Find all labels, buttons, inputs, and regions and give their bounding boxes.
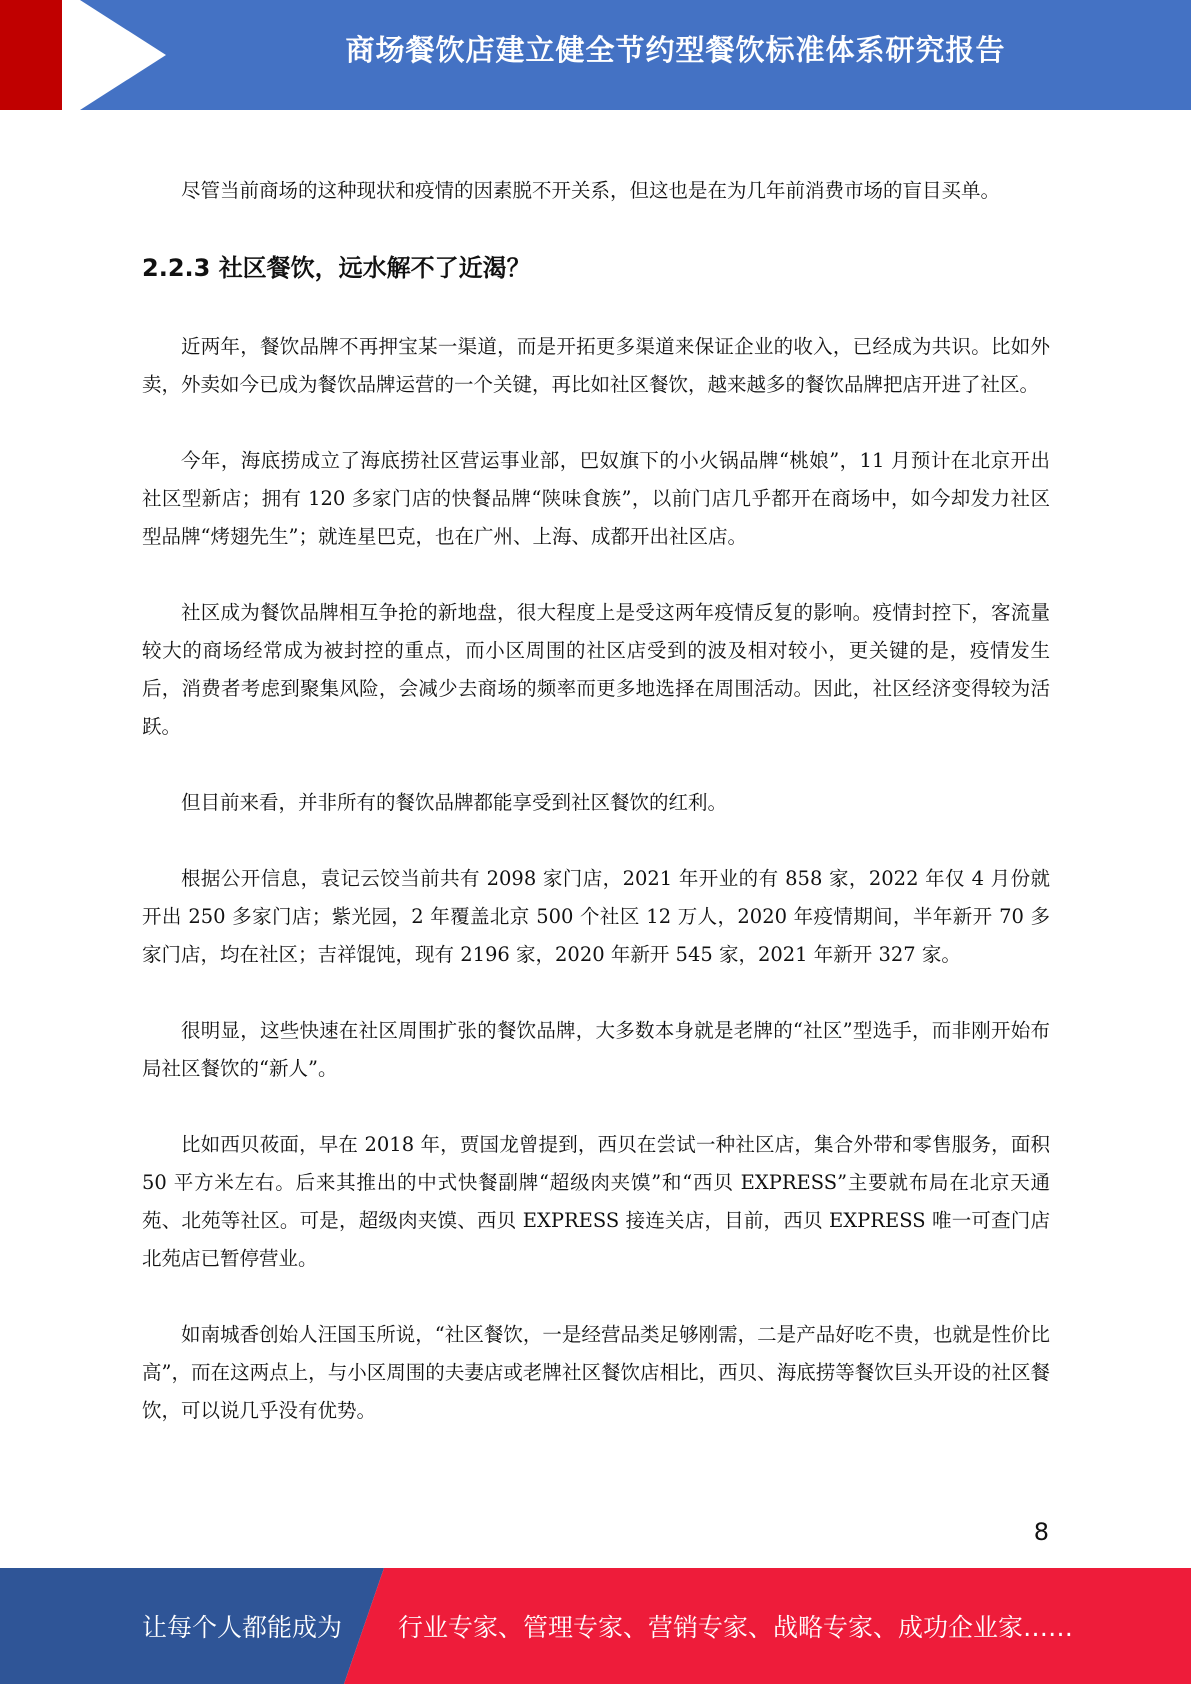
- paragraph: 比如西贝莜面，早在 2018 年，贾国龙曾提到，西贝在尝试一种社区店，集合外带和零售服务，面积 50 平方米左右。后来其推出的中式快餐副牌“超级肉夹馍”和“西贝 EXPRESS”主要就布局在北京天通苑、北苑等社区。可是，超级肉夹馍、西贝 EXPRESS 接连关店，目前，西贝 EXPRESS 唯一可查门店北苑店已暂停营业。: [142, 1133, 1050, 1270]
- header-title: 商场餐饮店建立健全节约型餐饮标准体系研究报告: [345, 33, 1006, 67]
- footer-slogan-left: 让每个人都能成为: [142, 1613, 343, 1642]
- page-footer: [0, 1568, 1191, 1684]
- paragraph: 尽管当前商场的这种现状和疫情的因素脱不开关系，但这也是在为几年前消费市场的盲目买单。: [181, 179, 1001, 202]
- paragraph: 但目前来看，并非所有的餐饮品牌都能享受到社区餐饮的红利。: [181, 791, 728, 814]
- paragraph: 近两年，餐饮品牌不再押宝某一渠道，而是开拓更多渠道来保证企业的收入，已经成为共识。比如外卖，外卖如今已成为餐饮品牌运营的一个关键，再比如社区餐饮，越来越多的餐饮品牌把店开进了社区。: [142, 335, 1050, 396]
- paragraph: 社区成为餐饮品牌相互争抢的新地盘，很大程度上是受这两年疫情反复的影响。疫情封控下，客流量较大的商场经常成为被封控的重点，而小区周围的社区店受到的波及相对较小，更关键的是，疫情发生后，消费者考虑到聚集风险，会减少去商场的频率而更多地选择在周围活动。因此，社区经济变得较为活跃。: [142, 601, 1050, 738]
- paragraph: 如南城香创始人汪国玉所说，“社区餐饮，一是经营品类足够刚需，二是产品好吃不贵，也就是性价比高”，而在这两点上，与小区周围的夫妻店或老牌社区餐饮店相比，西贝、海底捞等餐饮巨头开设的社区餐饮，可以说几乎没有优势。: [142, 1323, 1050, 1422]
- paragraph: 根据公开信息，袁记云饺当前共有 2098 家门店，2021 年开业的有 858 家，2022 年仅 4 月份就开出 250 多家门店；紫光园，2 年覆盖北京 500 个社区 12 万人，2020 年疫情期间，半年新开 70 多家门店，均在社区；吉祥馄饨，现有 2196 家，2020 年新开 545 家，2021 年新开 327 家。: [142, 867, 1050, 966]
- footer-slogan-right: 行业专家、管理专家、营销专家、战略专家、成功企业家……: [398, 1613, 1074, 1642]
- section-heading: 2.2.3 社区餐饮，远水解不了近渴？: [142, 254, 531, 282]
- page-number: 8: [1033, 1518, 1049, 1546]
- paragraph: 很明显，这些快速在社区周围扩张的餐饮品牌，大多数本身就是老牌的“社区”型选手，而非刚开始布局社区餐饮的“新人”。: [142, 1019, 1050, 1080]
- paragraph: 今年，海底捞成立了海底捞社区营运事业部，巴奴旗下的小火锅品牌“桃娘”，11 月预计在北京开出社区型新店；拥有 120 多家门店的快餐品牌“陕味食族”，以前门店几乎都开在商场中，如今却发力社区型品牌“烤翅先生”；就连星巴克，也在广州、上海、成都开出社区店。: [142, 449, 1050, 548]
- page-header: [0, 0, 1191, 110]
- article-body: [142, 172, 1050, 1468]
